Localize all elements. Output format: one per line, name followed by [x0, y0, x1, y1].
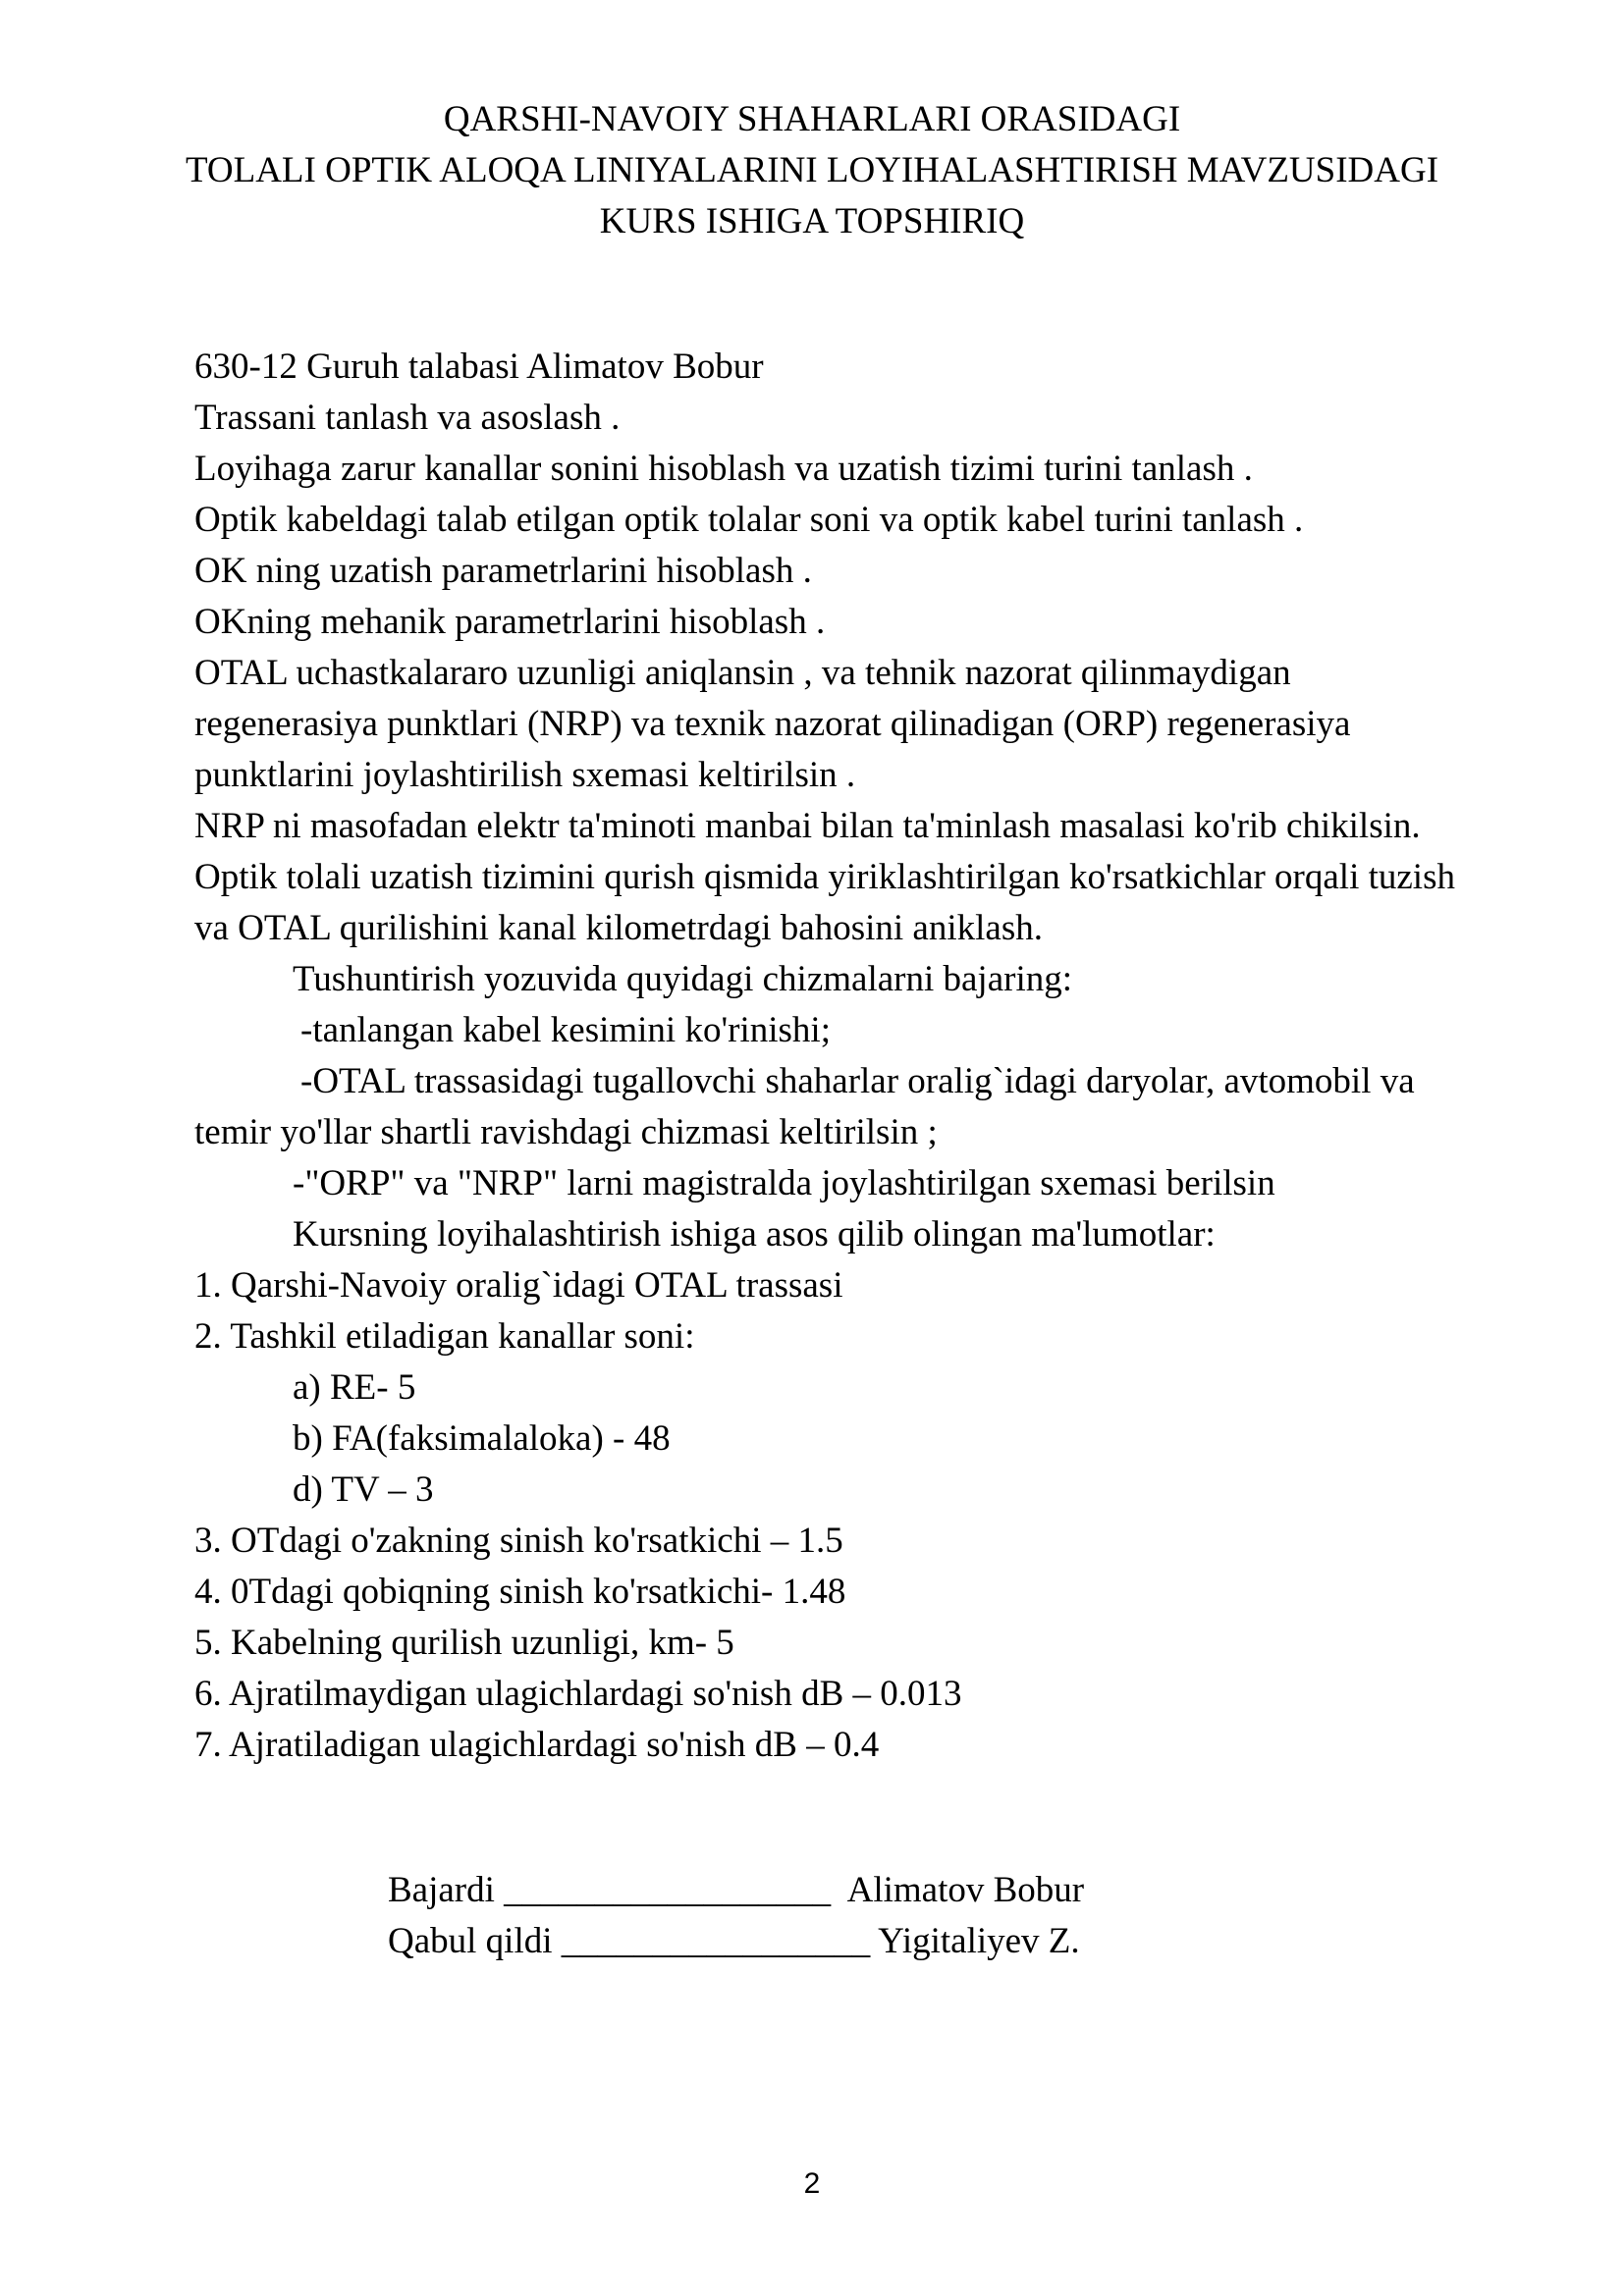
title-line-2: TOLALI OPTIK ALOQA LINIYALARINI LOYIHALASHTIRISH MAVZUSIDAGI — [185, 150, 1439, 190]
data-intro: Kursning loyihalashtirish ishiga asos qilib olingan ma'lumotlar: — [293, 1214, 1216, 1255]
task-line: OTAL uchastkalararo uzunligi aniqlansin , va tehnik nazorat qilinmaydigan — [194, 653, 1291, 693]
page-number: 2 — [803, 2167, 821, 2200]
drawing-item: -tanlangan kabel kesimini ko'rinishi; — [300, 1010, 831, 1050]
data-item: 1. Qarshi-Navoiy oralig`idagi OTAL trassasi — [194, 1265, 843, 1306]
task-line: regenerasiya punktlari (NRP) va texnik nazorat qilinadigan (ORP) regenerasiya — [194, 704, 1351, 744]
signature-block — [388, 1865, 1084, 1967]
task-body — [194, 342, 1549, 1771]
done-by-line: Bajardi __________________ Alimatov Bobur — [388, 1870, 1085, 1910]
channel-item: a) RE- 5 — [293, 1367, 416, 1408]
task-line: Trassani tanlash va asoslash . — [194, 398, 621, 438]
data-item: 3. OTdagi o'zakning sinish ko'rsatkichi – 1.5 — [194, 1521, 843, 1561]
document-title — [0, 94, 1624, 247]
drawing-item: -"ORP" va "NRP" larni magistralda joylashtirilgan sxemasi berilsin — [293, 1163, 1275, 1203]
channel-item: b) FA(faksimalaloka) - 48 — [293, 1418, 671, 1459]
drawing-item: -OTAL trassasidagi tugallovchi shaharlar oralig`idagi daryolar, avtomobil va — [300, 1061, 1415, 1101]
data-item: 4. 0Tdagi qobiqning sinish ko'rsatkichi- 1.48 — [194, 1572, 846, 1612]
task-line: Optik tolali uzatish tizimini qurish qismida yiriklashtirilgan ko'rsatkichlar orqali tuzish — [194, 857, 1455, 897]
task-line: punktlarini joylashtirilish sxemasi keltirilsin . — [194, 755, 856, 795]
data-item: 2. Tashkil etiladigan kanallar soni: — [194, 1316, 695, 1357]
accepted-by-line: Qabul qildi _________________ Yigitaliyev Z. — [388, 1921, 1080, 1961]
task-line: OK ning uzatish parametrlarini hisoblash . — [194, 551, 812, 591]
student-line: 630-12 Guruh talabasi Alimatov Bobur — [194, 347, 764, 387]
task-line: OKning mehanik parametrlarini hisoblash . — [194, 602, 826, 642]
task-line: Loyihaga zarur kanallar sonini hisoblash va uzatish tizimi turini tanlash . — [194, 449, 1253, 489]
title-line-3: KURS ISHIGA TOPSHIRIQ — [599, 201, 1025, 241]
task-line: va OTAL qurilishini kanal kilometrdagi bahosini aniklash. — [194, 908, 1043, 948]
drawing-item-cont: temir yo'llar shartli ravishdagi chizmasi keltirilsin ; — [194, 1112, 938, 1152]
task-line: Optik kabeldagi talab etilgan optik tolalar soni va optik kabel turini tanlash . — [194, 500, 1304, 540]
data-item: 6. Ajratilmaydigan ulagichlardagi so'nish dB – 0.013 — [194, 1674, 962, 1714]
data-item: 5. Kabelning qurilish uzunligi, km- 5 — [194, 1623, 734, 1663]
channel-item: d) TV – 3 — [293, 1469, 434, 1510]
title-line-1: QARSHI-NAVOIY SHAHARLARI ORASIDAGI — [443, 99, 1181, 139]
drawings-intro: Tushuntirish yozuvida quyidagi chizmalarni bajaring: — [293, 959, 1073, 999]
data-item: 7. Ajratiladigan ulagichlardagi so'nish dB – 0.4 — [194, 1725, 880, 1765]
task-line: NRP ni masofadan elektr ta'minoti manbai bilan ta'minlash masalasi ko'rib chikilsin. — [194, 806, 1421, 846]
